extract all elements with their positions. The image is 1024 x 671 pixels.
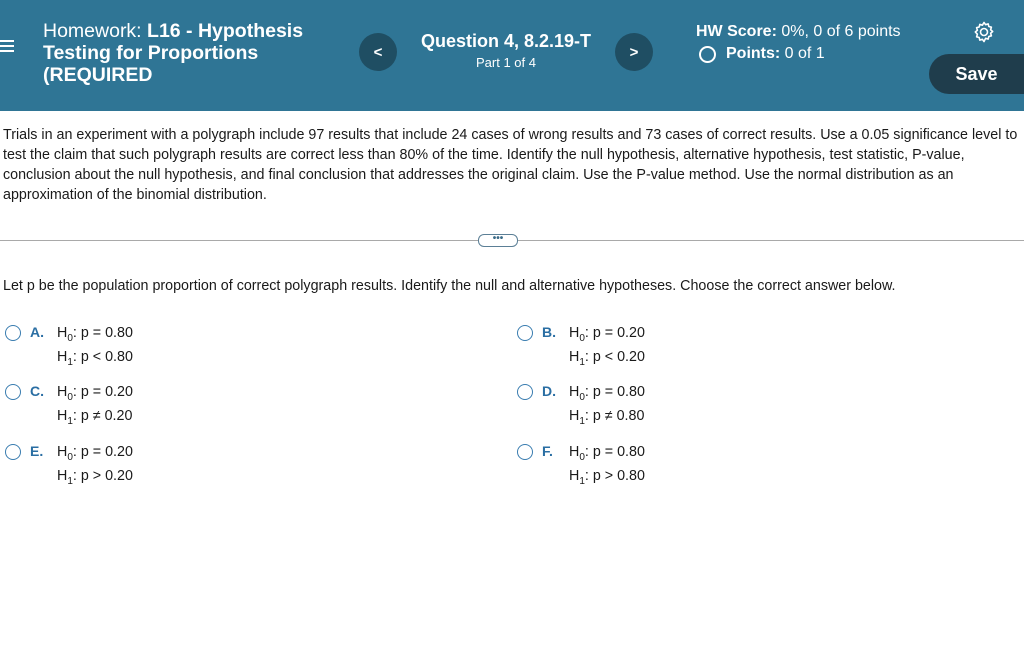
question-info [400,30,612,72]
points-value: 0 of 1 [784,45,825,62]
null-hypothesis: $H_0$: p = 0.20 [57,384,133,403]
radio-button[interactable] [5,444,21,460]
radio-button[interactable] [517,444,533,460]
alternative-hypothesis: $H_1$: p < 0.20 [569,349,645,368]
top-header [0,0,1024,111]
question-prompt: Let p be the population proportion of correct polygraph results. Identify the null and alternative hypotheses. Choose the correct answer below. [3,278,896,294]
choice-letter: E. [30,443,44,459]
expand-more-button[interactable]: ••• [478,234,518,247]
null-hypothesis: $H_0$: p = 0.80 [569,384,645,403]
radio-button[interactable] [517,384,533,400]
score-block [696,21,906,65]
save-button[interactable]: Save [929,54,1024,94]
radio-button[interactable] [5,325,21,341]
points-row [696,43,906,65]
choice-letter: F. [542,443,553,459]
choice-f[interactable] [517,442,817,492]
menu-icon[interactable] [0,40,14,54]
choice-letter: B. [542,324,556,340]
hw-score-value: 0%, 0 of 6 points [781,23,901,40]
homework-title-main: L16 - Hypothesis Testing for Proportions (REQUIRED [43,20,304,86]
choice-b[interactable] [517,323,817,373]
homework-title [43,20,343,86]
question-title: Question 4, 8.2.19-T [420,31,592,51]
alternative-hypothesis: $H_1$: p > 0.80 [569,468,645,487]
radio-button[interactable] [517,325,533,341]
choice-e[interactable] [5,442,305,492]
null-hypothesis: $H_0$: p = 0.80 [569,444,645,463]
choice-d[interactable] [517,382,817,432]
next-question-button[interactable]: > [615,33,653,71]
alternative-hypothesis: $H_1$: p < 0.80 [57,349,133,368]
choice-letter: A. [30,324,44,340]
previous-question-button[interactable]: < [359,33,397,71]
hw-score [696,21,906,43]
hw-score-label: HW Score: [696,23,777,40]
null-hypothesis: $H_0$: p = 0.20 [57,444,133,463]
choice-letter: D. [542,383,556,399]
radio-button[interactable] [5,384,21,400]
problem-statement: Trials in an experiment with a polygraph include 97 results that include 24 cases of wrong results and 73 cases of correct results. Use a 0.05 significance level to test the claim that such polygraph results are correct less than 80% of the time. Identify the null hypothesis, alternative hypothesis, test statistic, P-value, conclusion about the null hypothesis, and final conclusion that addresses the original claim. Use the P-value method. Use the normal distribution as an approximation of the binomial distribution. [3,127,1018,203]
points-status-icon [699,46,716,63]
alternative-hypothesis: $H_1$: p > 0.20 [57,468,133,487]
settings-gear-icon[interactable] [972,20,996,44]
choice-a[interactable] [5,323,305,373]
null-hypothesis: $H_0$: p = 0.20 [569,325,645,344]
question-part: Part 1 of 4 [476,55,536,70]
alternative-hypothesis: $H_1$: p ≠ 0.20 [57,408,133,427]
choice-letter: C. [30,383,44,399]
alternative-hypothesis: $H_1$: p ≠ 0.80 [569,408,645,427]
choice-c[interactable] [5,382,305,432]
null-hypothesis: $H_0$: p = 0.80 [57,325,133,344]
points-label: Points: [726,45,781,62]
homework-title-prefix: Homework: [43,20,142,42]
